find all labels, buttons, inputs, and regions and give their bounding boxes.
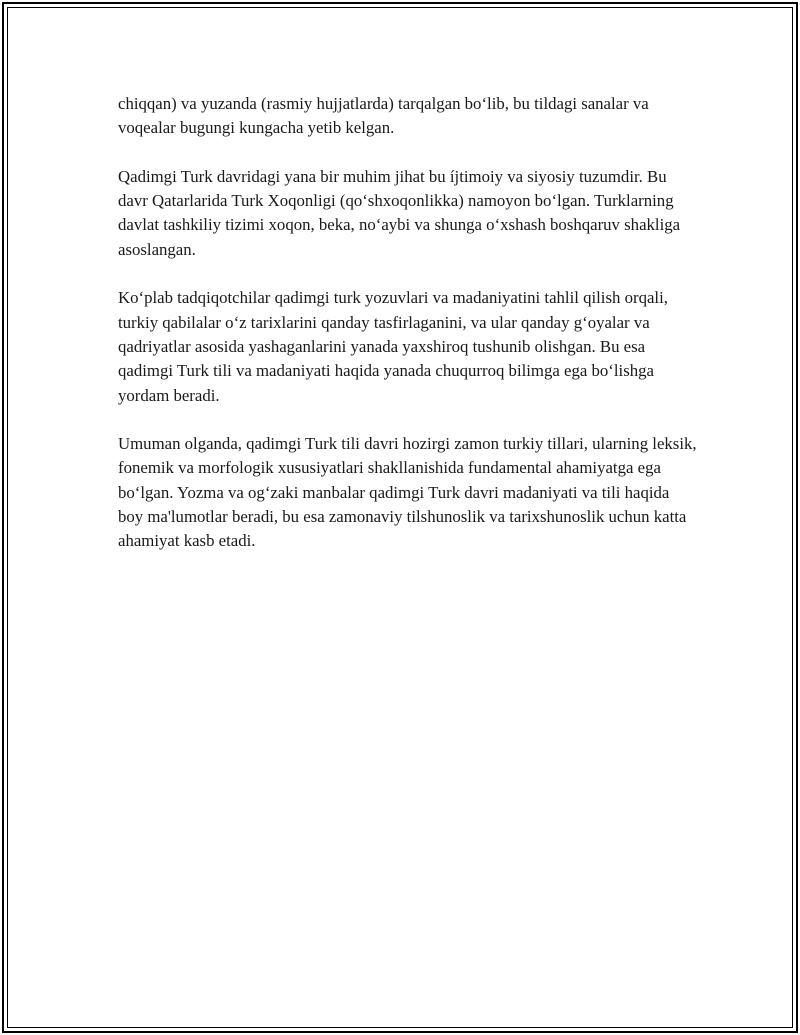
paragraph-4: Umuman olganda, qadimgi Turk tili davri hozirgi zamon turkiy tillari, ularning leksik, fonemik va morfologik xususiyatlari shakllanishida fundamental ahamiyatga ega bo‘lgan. Yozma va og‘zaki manbalar qadimgi Turk davri madaniyati va tili haqida boy ma'lumotlar beradi, bu esa zamonaviy tilshunoslik va tarixshunoslik uchun katta ahamiyat kasb etadi. [118,434,697,551]
paragraph-2: Qadimgi Turk davridagi yana bir muhim jihat bu íjtimoiy va siyosiy tuzumdir. Bu davr Qatarlarida Turk Xoqonligi (qo‘shxoqonlikka) namoyon bo‘lgan. Turklarning davlat tashkiliy tizimi xoqon, beka, no‘aybi va shunga o‘xshash boshqaruv shakliga asoslangan. [118,166,681,259]
document-body [118,92,698,578]
paragraph-3: Ko‘plab tadqiqotchilar qadimgi turk yozuvlari va madaniyatini tahlil qilish orqali, turkiy qabilalar o‘z tarixlarini qanday tasfirlaganini, va ular qanday g‘oyalar va qadriyatlar asosida yashaganlarini yanada yaxshiroq tushunib olishgan. Bu esa qadimgi Turk tili va madaniyati haqida yanada chuqurroq bilimga ega bo‘lishga yordam beradi. [118,288,668,405]
paragraph-1: chiqqan) va yuzanda (rasmiy hujjatlarda) tarqalgan bo‘lib, bu tildagi sanalar va voqealar bugungi kungacha yetib kelgan. [118,94,649,138]
